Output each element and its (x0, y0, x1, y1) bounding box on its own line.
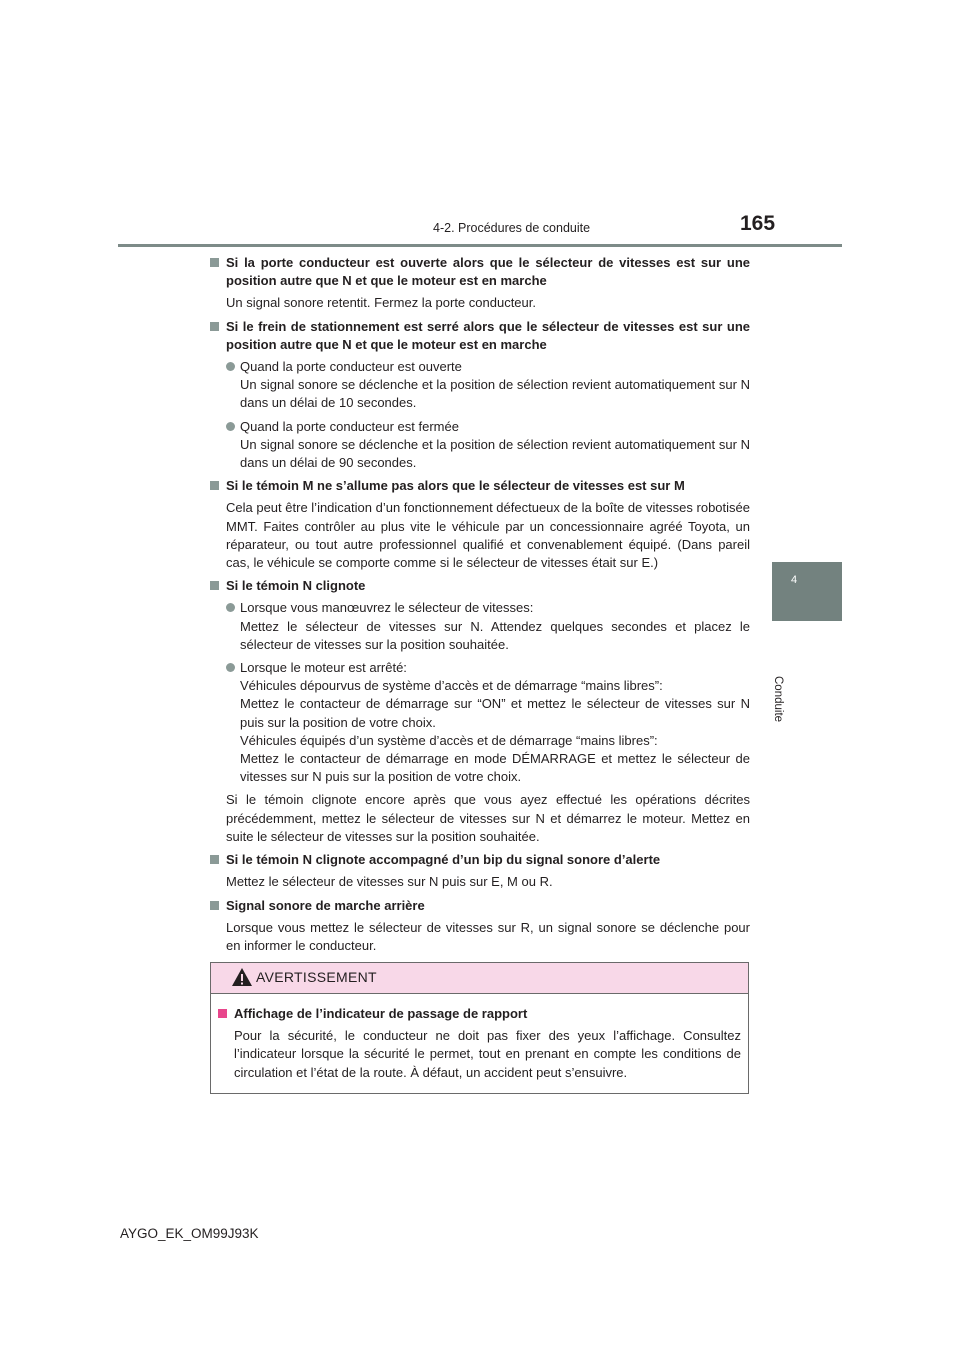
bullet-text: Mettez le contacteur de démarrage en mode DÉMARRAGE et mettez le sélecteur de vitesses sur N puis sur la position de votre choix. (240, 751, 750, 785)
square-bullet-icon (210, 855, 219, 864)
section-item (210, 851, 750, 891)
section-paragraph: Mettez le sélecteur de vitesses sur N puis sur E, M ou R. (226, 874, 553, 890)
bullet-item (226, 599, 750, 654)
warning-title: AVERTISSEMENT (256, 969, 377, 985)
bullet-item (226, 358, 750, 413)
section-heading: Si la porte conducteur est ouverte alors que le sélecteur de vitesses est sur une position autre que N et que le moteur est en marche (226, 255, 750, 289)
bullet-title: Lorsque vous manœuvrez le sélecteur de vitesses: (240, 600, 534, 616)
warning-icon (231, 967, 253, 987)
round-bullet-icon (226, 603, 235, 612)
section-paragraph: Cela peut être l’indication d’un fonctionnement défectueux de la boîte de vitesses robotisée MMT. Faites contrôler au plus vite le véhicule par un concessionnaire agréé Toyota, un réparateur, ou tout autre professionnel qualifié et convenablement équipé. (Dans pareil cas, le véhicule se comporte comme si le sélecteur de vitesses était sur E.) (226, 500, 750, 571)
chapter-tab-number: 4 (790, 574, 798, 586)
section-item (210, 318, 750, 473)
bullet-title: Lorsque le moteur est arrêté: (240, 660, 407, 676)
page-number: 165 (740, 212, 776, 235)
round-bullet-icon (226, 362, 235, 371)
warning-header (211, 963, 748, 994)
warning-item (218, 1005, 741, 1082)
bullet-text: Mettez le sélecteur de vitesses sur N. Attendez quelques secondes et placez le sélecteur de vitesses sur la position souhaitée. (240, 618, 750, 652)
bullet-list (226, 358, 750, 472)
running-header-section: 4-2. Procédures de conduite (433, 221, 591, 235)
main-content (210, 254, 750, 960)
section-item (210, 254, 750, 313)
section-paragraph: Lorsque vous mettez le sélecteur de vitesses sur R, un signal sonore se déclenche pour en informer le conducteur. (226, 919, 750, 953)
section-item (210, 897, 750, 956)
warning-text: Pour la sécurité, le conducteur ne doit pas fixer des yeux l’affichage. Consultez l’indicateur lorsque la sécurité le permet, tout en prenant en compte les conditions de circulation et l’état de la route. À défaut, un accident peut s’ensuivre. (234, 1028, 741, 1080)
document-code: AYGO_EK_OM99J93K (120, 1226, 259, 1241)
square-bullet-icon (210, 581, 219, 590)
bullet-text: Mettez le contacteur de démarrage sur “ON” et mettez le sélecteur de vitesses sur N puis sur la position de votre choix. (240, 696, 750, 730)
section-heading: Si le témoin M ne s’allume pas alors que le sélecteur de vitesses est sur M (226, 478, 685, 494)
section-item (210, 477, 750, 572)
square-bullet-icon (210, 481, 219, 490)
chapter-side-label: Conduite (772, 676, 784, 723)
warning-box (210, 962, 749, 1094)
section-paragraph: Si le témoin clignote encore après que vous ayez effectué les opérations décrites précédemment, mettez le sélecteur de vitesses sur N et démarrez le moteur. Mettez en suite le sélecteur de vitesses sur la position souhaitée. (226, 792, 750, 844)
chapter-tab (772, 562, 842, 621)
square-bullet-icon (210, 901, 219, 910)
section-heading: Si le témoin N clignote accompagné d’un bip du signal sonore d’alerte (226, 852, 661, 868)
bullet-item (226, 659, 750, 786)
warning-body (218, 1005, 741, 1087)
round-bullet-icon (226, 422, 235, 431)
bullet-item (226, 418, 750, 473)
warning-heading: Affichage de l’indicateur de passage de rapport (234, 1006, 528, 1021)
bullet-text: Véhicules dépourvus de système d’accès et de démarrage “mains libres”: (240, 678, 663, 694)
section-paragraph: Un signal sonore retentit. Fermez la porte conducteur. (226, 295, 536, 311)
round-bullet-icon (226, 663, 235, 672)
square-bullet-icon (218, 1009, 227, 1018)
square-bullet-icon (210, 258, 219, 267)
bullet-list (226, 599, 750, 786)
bullet-title: Quand la porte conducteur est fermée (240, 418, 459, 434)
section-heading: Si le témoin N clignote (226, 578, 366, 594)
section-heading: Signal sonore de marche arrière (226, 897, 425, 913)
bullet-title: Quand la porte conducteur est ouverte (240, 359, 462, 375)
square-bullet-icon (210, 322, 219, 331)
bullet-text: Véhicules équipés d’un système d’accès et de démarrage “mains libres”: (240, 732, 658, 748)
section-heading: Si le frein de stationnement est serré alors que le sélecteur de vitesses est sur une position autre que N et que le moteur est en marche (226, 318, 750, 352)
section-item (210, 577, 750, 846)
header-rule (118, 244, 842, 247)
bullet-text: Un signal sonore se déclenche et la position de sélection revient automatiquement sur N dans un délai de 90 secondes. (240, 436, 750, 471)
bullet-text: Un signal sonore se déclenche et la position de sélection revient automatiquement sur N dans un délai de 10 secondes. (240, 377, 750, 411)
